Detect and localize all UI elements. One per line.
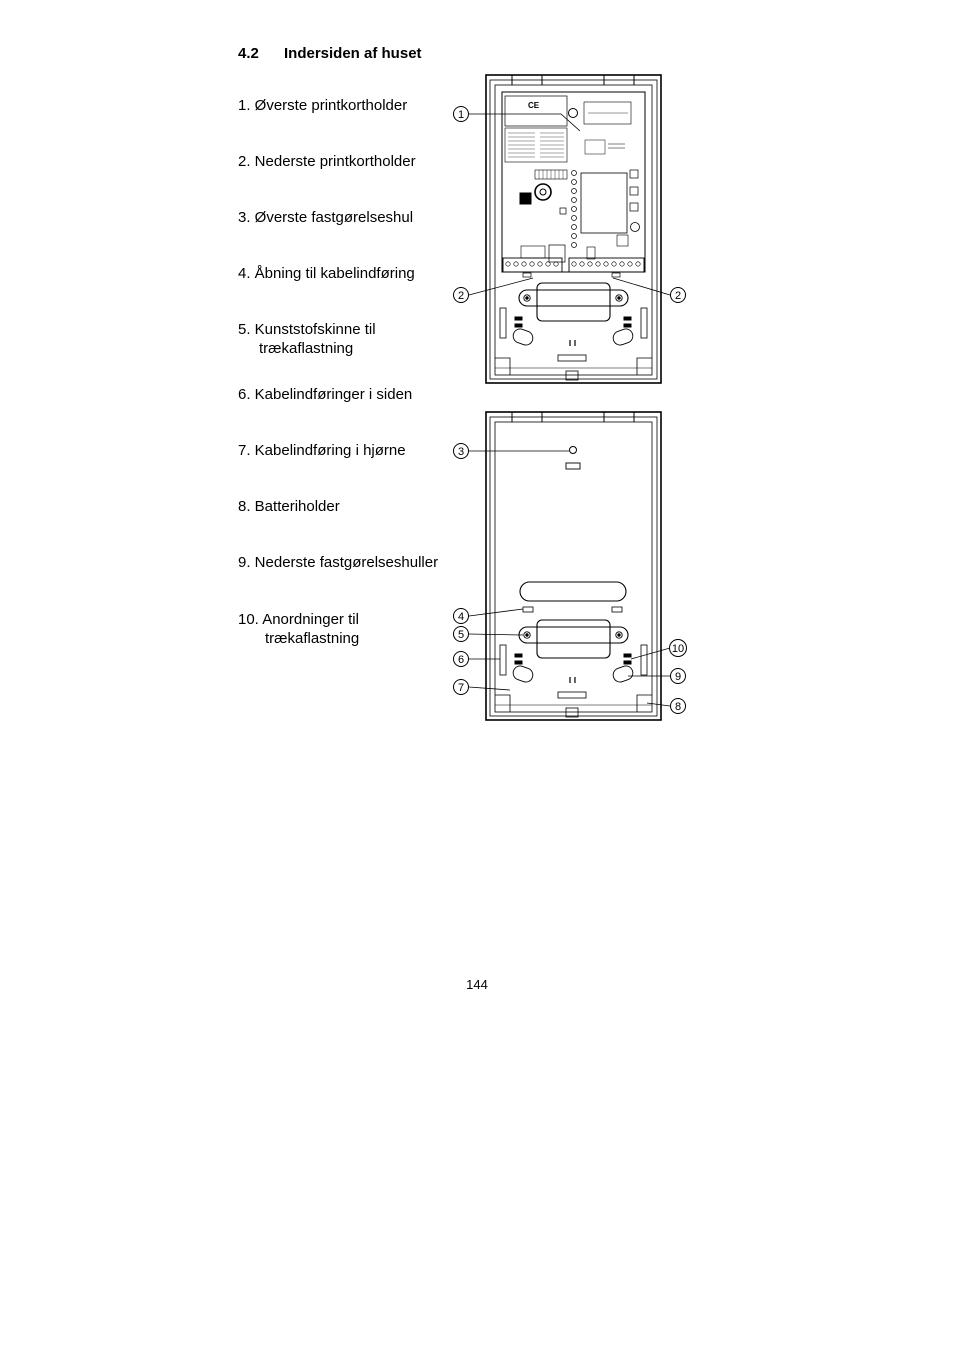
callout-3 (454, 444, 469, 459)
list-item-label: 9. Nederste fastgørelseshuller (238, 554, 439, 571)
list-item-label: 7. Kabelindføring i hjørne (238, 442, 406, 459)
list-item-label: 6. Kabelindføringer i siden (238, 386, 413, 403)
svg-text:9: 9 (674, 671, 682, 683)
callout-9 (671, 669, 686, 684)
svg-text:2: 2 (674, 290, 682, 302)
svg-text:4: 4 (457, 611, 465, 623)
section-title: Indersiden af huset (284, 45, 422, 62)
list-item-label: 10. Anordninger til (238, 611, 359, 628)
list-item-label: 4. Åbning til kabelindføring (238, 265, 415, 282)
list-item-label: 8. Batteriholder (238, 498, 340, 515)
list-item-label: 2. Nederste printkortholder (238, 153, 416, 170)
callout-6 (454, 652, 469, 667)
svg-text:5: 5 (457, 629, 465, 641)
callout-8 (671, 699, 686, 714)
list-item-label: 1. Øverste printkortholder (238, 97, 408, 114)
callout-5 (454, 627, 469, 642)
svg-text:10: 10 (671, 643, 685, 655)
section-number: 4.2 (238, 45, 259, 62)
callout-1 (454, 107, 469, 122)
list-item-label: 5. Kunststofskinne til (238, 321, 376, 338)
callout-10 (670, 640, 687, 657)
callout-2-left (454, 288, 469, 303)
ce-mark: CE (528, 101, 540, 110)
callout-7 (454, 680, 469, 695)
circuit-board (502, 92, 645, 272)
svg-text:7: 7 (457, 682, 465, 694)
page-number: 144 (466, 977, 488, 992)
housing-top-view (486, 75, 661, 383)
svg-text:1: 1 (457, 109, 465, 121)
list-item-continuation: trækaflastning (259, 340, 354, 357)
leader-lines (469, 114, 670, 706)
housing-bottom-view (486, 412, 661, 720)
callout-4 (454, 609, 469, 624)
svg-text:8: 8 (674, 701, 682, 713)
list-item-continuation: trækaflastning (265, 630, 360, 647)
svg-text:6: 6 (457, 654, 465, 666)
callout-2-right (671, 288, 686, 303)
list-item-label: 3. Øverste fastgørelseshul (238, 209, 414, 226)
svg-text:3: 3 (457, 446, 465, 458)
svg-text:2: 2 (457, 290, 465, 302)
